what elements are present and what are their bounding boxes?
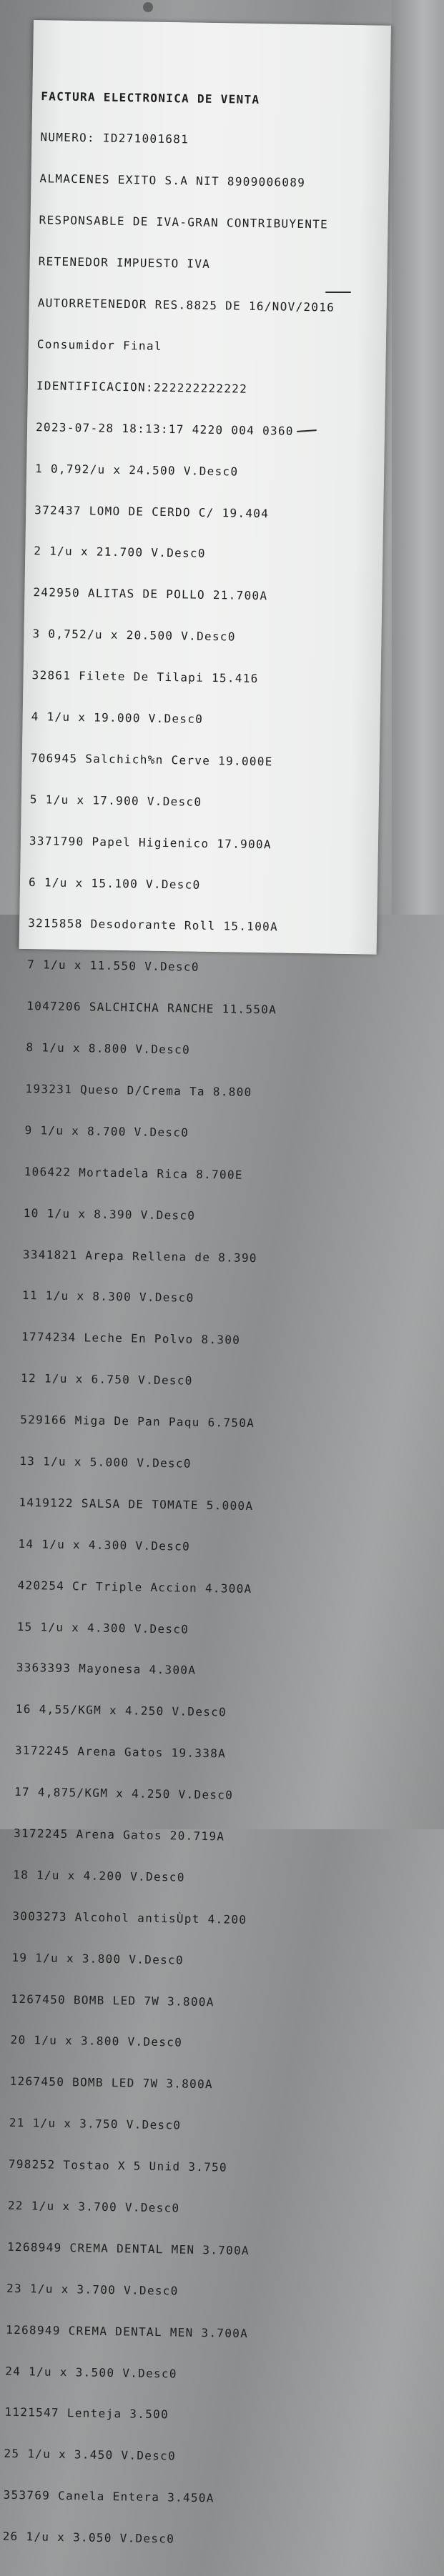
transaction-datetime: 2023-07-28 18:13:17 4220 004 0360	[35, 419, 294, 438]
line-item: 1047206 SALCHICHA RANCHE 11.550A	[26, 999, 277, 1017]
line-item: 1267450 BOMB LED 7W 3.800A	[11, 1991, 214, 2009]
store-name: ALMACENES EXITO S.A NIT 8909006089	[39, 171, 306, 190]
line-item: 3215858 Desodorante Roll 15.100A	[27, 916, 279, 934]
self-retention-resolution: AUTORRETENEDOR RES.8825 DE 16/NOV/2016	[37, 296, 335, 314]
line-item: 13 1/u x 5.000 V.Desc0	[19, 1453, 192, 1471]
receipt-title: FACTURA ELECTRONICA DE VENTA	[41, 89, 260, 106]
line-item: 14 1/u x 4.300 V.Desc0	[18, 1536, 191, 1553]
pen-mark	[325, 292, 351, 293]
line-item: 1267450 BOMB LED 7W 3.800A	[9, 2074, 214, 2092]
line-item: 4 1/u x 19.000 V.Desc0	[31, 710, 204, 726]
receipt-text	[2, 61, 385, 2576]
line-item: 32861 Filete De Tilapi 15.416	[31, 668, 259, 686]
background-surface	[392, 0, 444, 915]
line-item: 106422 Mortadela Rica 8.700E	[24, 1164, 243, 1182]
line-item: 1268949 CREMA DENTAL MEN 3.700A	[6, 2239, 250, 2258]
receipt-paper	[2, 20, 391, 2546]
line-item: 3172245 Arena Gatos 20.719A	[13, 1826, 225, 1844]
tax-retention: RETENEDOR IMPUESTO IVA	[38, 254, 211, 272]
surface-spot	[143, 2, 153, 12]
line-item: 12 1/u x 6.750 V.Desc0	[20, 1371, 193, 1388]
customer-id: IDENTIFICACION:222222222222	[36, 378, 248, 396]
line-item: 1121547 Lenteja 3.500	[4, 2405, 169, 2422]
line-item: 17 4,875/KGM x 4.250 V.Desc0	[14, 1784, 234, 1802]
line-item: 1 0,792/u x 24.500 V.Desc0	[34, 461, 239, 479]
line-item: 26 1/u x 3.050 V.Desc0	[2, 2529, 175, 2546]
line-item: 18 1/u x 4.200 V.Desc0	[13, 1867, 185, 1884]
line-item: 372437 LOMO DE CERDO C/ 19.404	[34, 502, 270, 520]
invoice-number: NUMERO: ID271001681	[40, 130, 189, 146]
line-item: 11 1/u x 8.300 V.Desc0	[21, 1288, 194, 1306]
line-item: 23 1/u x 3.700 V.Desc0	[6, 2281, 179, 2298]
line-item: 2 1/u x 21.700 V.Desc0	[34, 544, 206, 561]
line-item: 798252 Tostao X 5 Unid 3.750	[8, 2157, 228, 2174]
line-item: 420254 Cr Triple Accion 4.300A	[17, 1578, 252, 1596]
line-item: 529166 Miga De Pan Paqu 6.750A	[20, 1413, 255, 1431]
line-item: 7 1/u x 11.550 V.Desc0	[27, 958, 199, 975]
line-item: 10 1/u x 8.390 V.Desc0	[23, 1205, 196, 1223]
tax-responsibility: RESPONSABLE DE IVA-GRAN CONTRIBUYENTE	[39, 213, 329, 232]
line-item: 9 1/u x 8.700 V.Desc0	[24, 1123, 189, 1140]
line-item: 22 1/u x 3.700 V.Desc0	[7, 2198, 180, 2215]
line-item: 15 1/u x 4.300 V.Desc0	[16, 1619, 189, 1636]
line-item: 1419122 SALSA DE TOMATE 5.000A	[19, 1495, 254, 1513]
line-item: 242950 ALITAS DE POLLO 21.700A	[33, 585, 268, 603]
customer-type: Consumidor Final	[36, 337, 162, 353]
line-item: 353769 Canela Entera 3.450A	[3, 2488, 214, 2505]
line-item: 21 1/u x 3.750 V.Desc0	[9, 2116, 182, 2132]
line-item: 193231 Queso D/Crema Ta 8.800	[25, 1081, 252, 1099]
line-item: 3371790 Papel Higienico 17.900A	[29, 833, 272, 851]
line-item: 25 1/u x 3.450 V.Desc0	[4, 2447, 177, 2463]
line-item: 1774234 Leche En Polvo 8.300	[21, 1330, 241, 1348]
line-item: 6 1/u x 15.100 V.Desc0	[28, 875, 201, 892]
line-item: 8 1/u x 8.800 V.Desc0	[26, 1040, 191, 1057]
line-item: 3172245 Arena Gatos 19.338A	[14, 1744, 227, 1761]
line-item: 3341821 Arepa Rellena de 8.390	[22, 1247, 257, 1265]
line-item: 1268949 CREMA DENTAL MEN 3.700A	[6, 2322, 249, 2340]
line-item: 20 1/u x 3.800 V.Desc0	[10, 2033, 183, 2050]
line-item: 5 1/u x 17.900 V.Desc0	[29, 792, 202, 809]
line-item: 706945 Salchich%n Cerve 19.000E	[30, 750, 273, 769]
line-item: 19 1/u x 3.800 V.Desc0	[11, 1950, 184, 1967]
line-item: 3003273 Alcohol antisÙpt 4.200	[12, 1909, 247, 1926]
line-item: 3363393 Mayonesa 4.300A	[16, 1661, 197, 1678]
line-item: 3 0,752/u x 20.500 V.Desc0	[32, 627, 236, 644]
line-item: 16 4,55/KGM x 4.250 V.Desc0	[15, 1702, 227, 1719]
line-item: 24 1/u x 3.500 V.Desc0	[5, 2364, 177, 2381]
